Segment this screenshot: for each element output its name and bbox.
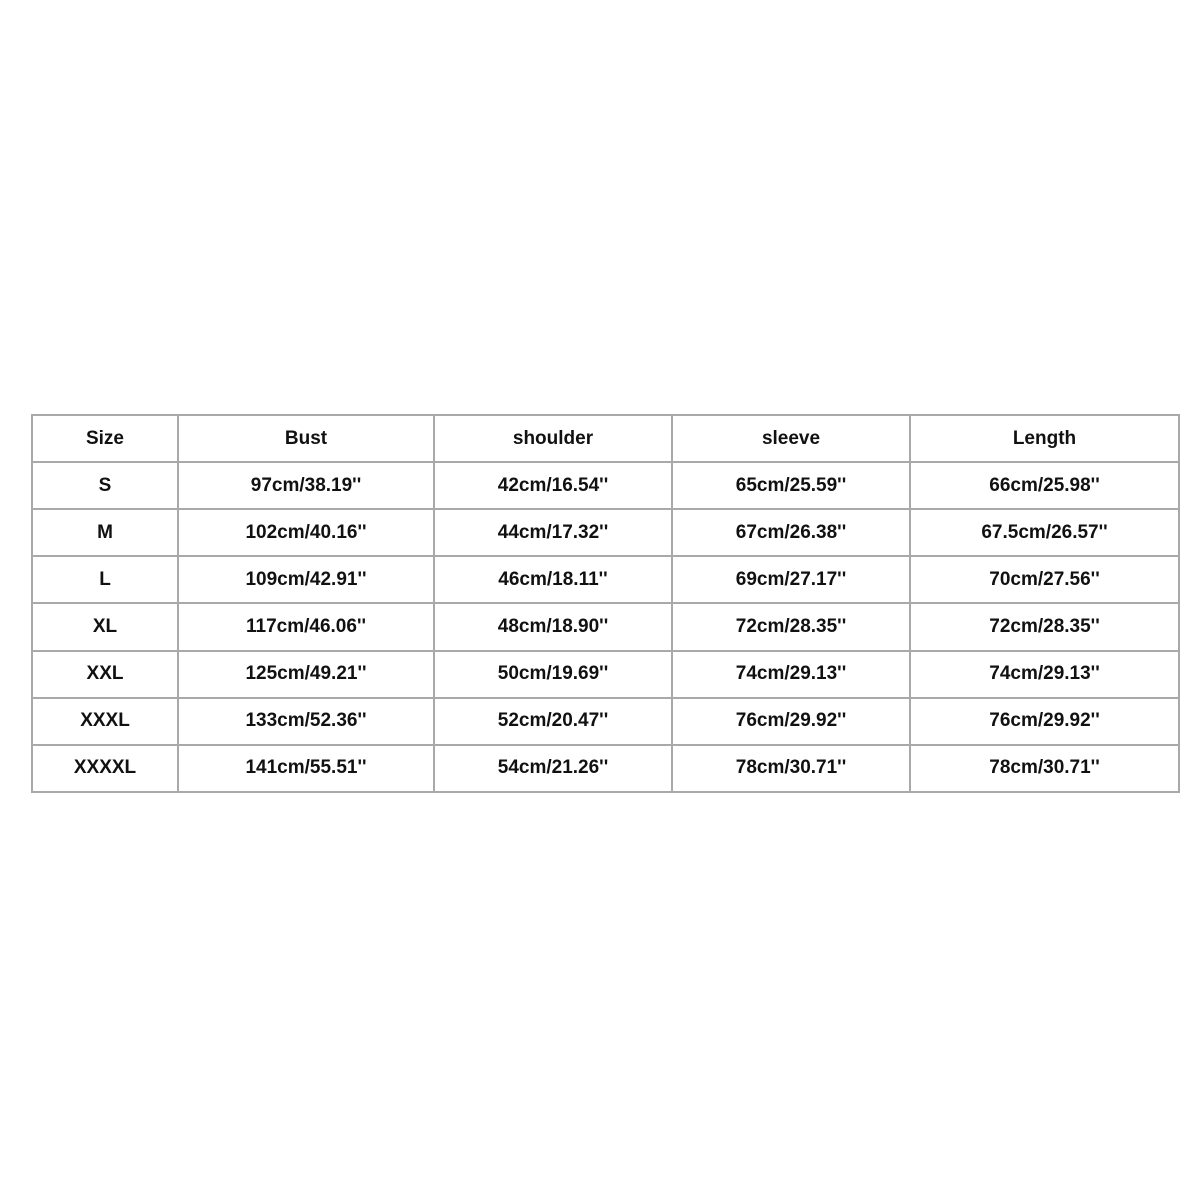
cell-length: 76cm/29.92'' [910, 698, 1179, 745]
header-length: Length [910, 415, 1179, 462]
cell-shoulder: 42cm/16.54'' [434, 462, 672, 509]
cell-size: XL [32, 603, 178, 650]
cell-size: XXXXL [32, 745, 178, 792]
table-row [32, 462, 1179, 509]
cell-bust: 102cm/40.16'' [178, 509, 434, 556]
cell-shoulder: 54cm/21.26'' [434, 745, 672, 792]
cell-size: XXL [32, 651, 178, 698]
cell-sleeve: 65cm/25.59'' [672, 462, 910, 509]
cell-length: 70cm/27.56'' [910, 556, 1179, 603]
cell-size: L [32, 556, 178, 603]
header-bust: Bust [178, 415, 434, 462]
table-row [32, 698, 1179, 745]
cell-length: 74cm/29.13'' [910, 651, 1179, 698]
cell-size: XXXL [32, 698, 178, 745]
cell-sleeve: 76cm/29.92'' [672, 698, 910, 745]
table-header-row [32, 415, 1179, 462]
cell-shoulder: 48cm/18.90'' [434, 603, 672, 650]
cell-shoulder: 44cm/17.32'' [434, 509, 672, 556]
cell-bust: 141cm/55.51'' [178, 745, 434, 792]
table-row [32, 556, 1179, 603]
cell-bust: 97cm/38.19'' [178, 462, 434, 509]
cell-sleeve: 78cm/30.71'' [672, 745, 910, 792]
cell-sleeve: 67cm/26.38'' [672, 509, 910, 556]
cell-sleeve: 69cm/27.17'' [672, 556, 910, 603]
table-row [32, 509, 1179, 556]
table-row [32, 603, 1179, 650]
cell-size: M [32, 509, 178, 556]
cell-sleeve: 74cm/29.13'' [672, 651, 910, 698]
cell-size: S [32, 462, 178, 509]
table-row [32, 745, 1179, 792]
cell-bust: 133cm/52.36'' [178, 698, 434, 745]
cell-length: 66cm/25.98'' [910, 462, 1179, 509]
header-sleeve: sleeve [672, 415, 910, 462]
table-row [32, 651, 1179, 698]
cell-bust: 117cm/46.06'' [178, 603, 434, 650]
cell-length: 78cm/30.71'' [910, 745, 1179, 792]
cell-shoulder: 52cm/20.47'' [434, 698, 672, 745]
cell-length: 67.5cm/26.57'' [910, 509, 1179, 556]
header-size: Size [32, 415, 178, 462]
cell-shoulder: 46cm/18.11'' [434, 556, 672, 603]
cell-shoulder: 50cm/19.69'' [434, 651, 672, 698]
cell-sleeve: 72cm/28.35'' [672, 603, 910, 650]
size-chart-table [31, 414, 1180, 793]
cell-length: 72cm/28.35'' [910, 603, 1179, 650]
header-shoulder: shoulder [434, 415, 672, 462]
cell-bust: 109cm/42.91'' [178, 556, 434, 603]
cell-bust: 125cm/49.21'' [178, 651, 434, 698]
